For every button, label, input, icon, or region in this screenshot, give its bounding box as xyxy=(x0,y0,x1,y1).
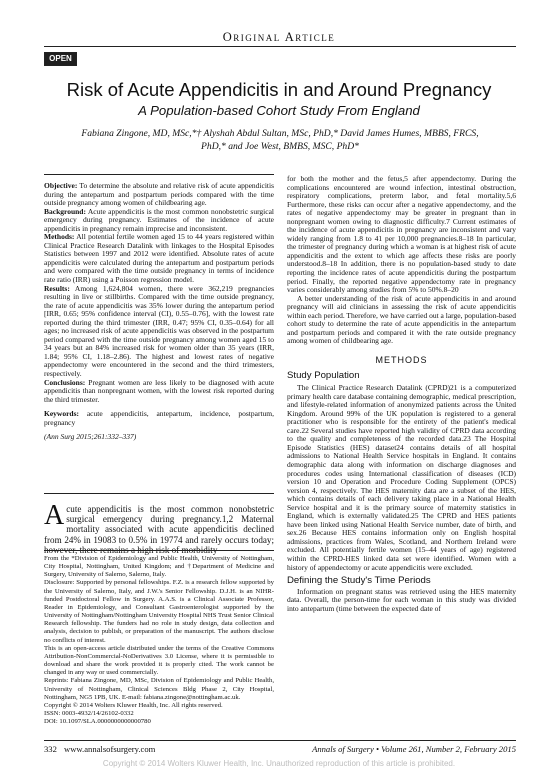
objective-text: To determine the absolute and relative risk of acute appendicitis during the antepartum and postpartum periods compared with the time outside pregnancy among women of childbearing age. xyxy=(44,181,274,208)
abstract-bottom-rule xyxy=(44,493,274,494)
abstract-top-rule xyxy=(44,174,274,175)
copyright-notice: Copyright © 2014 Wolters Kluwer Health, Inc. Unauthorized reproduction of this article is prohibited. xyxy=(102,759,456,768)
doi: DOI: 10.1097/SLA.0000000000000780 xyxy=(44,718,151,726)
disclosure: Disclosure: Supported by personal fellowships. F.Z. is a research fellow supported by the University of Salerno, Italy, and J.W.'s Senior Fellowship. D.J.H. is an NIHR-funded Postdoctoral Fellow in Surgery. A.A.S. is a Clinical Associate Professor, Reader in Epidemiology, and Consultant Gastroenterologist supported by the University of Nottingham/Nottingham University Hospital NHS Trust Senior Clinical Research fellowship. The funders had no role in study design, data collection and analysis, decision to publish, or preparation of the manuscript. The authors disclose no conflicts of interest. xyxy=(44,579,274,644)
study-population-heading: Study Population xyxy=(287,370,360,382)
results-label: Results: xyxy=(44,283,70,293)
keywords-text: acute appendicitis, antepartum, incidence, postpartum, pregnancy xyxy=(44,409,274,427)
citation: (Ann Surg 2015;261:332–337) xyxy=(44,432,137,442)
methods-text: All potential fertile women aged 15 to 44 years registered within Clinical Practice Research Datalink with linkages to the Hospital Episodes Statistics between 1997 and 2012 were identified. Absolute rates of acute appendicitis were calculated during the antepartum and postpartum periods and were compared with the time outside pregnancy in terms of incidence rate ratio (IRR) using a Poisson regression model. xyxy=(44,232,274,285)
author-list: Fabiana Zingone, MD, MSc,*† Alyshah Abdul Sultan, MSc, PhD,* David James Humes, MBBS, FRCS, PhD,* and Joe West, BMBS, MSC, PhD* xyxy=(81,128,479,152)
issn: ISSN: 0003-4932/14/26102-0332 xyxy=(44,709,134,717)
page-number: 332 xyxy=(44,744,57,754)
conclusions-text: Pregnant women are less likely to be diagnosed with acute appendicitis than nonpregnant women, with the lowest risk reported during the third trimester. xyxy=(44,377,275,404)
journal-website: www.annalsofsurgery.com xyxy=(64,744,156,754)
conclusions-label: Conclusions: xyxy=(44,377,86,387)
background-label: Background: xyxy=(44,206,86,216)
footnotes xyxy=(44,555,274,726)
journal-issue: Annals of Surgery • Volume 261, Number 2, February 2015 xyxy=(312,744,516,754)
footnote-rule xyxy=(44,550,274,551)
right-paragraph-4: Information on pregnant status was retrieved using the HES maternity data. Overall, the person-time for each woman in this study was divided into antepartum (time between the expected date of xyxy=(287,586,516,613)
open-access-badge: OPEN xyxy=(44,52,77,66)
results-text: Among 1,624,804 women, there were 362,219 pregnancies resulting in live or stillbirths. Compared with the time outside pregnancy, the rate of acute appendicitis was 35% lower during the antepartum period [IRR, 0.65; 95% confidence interval (CI), 0.55–0.76], with the lowest rate reported during the third trimester (IRR, 0.47; 95% CI, 0.35–0.64) for all ages; no increased risk of acute appendicitis was observed in the postpartum period compared with the time outside pregnancy among women aged 15 to 34 years but an 84% increased risk for women older than 35 years (IRR, 1.84; 95% CI, 1.18–2.86). The highest and lowest rates of negative appendectomy were encountered in the second and the third trimesters, respectively. xyxy=(44,283,274,379)
copyright-line: Copyright © 2014 Wolters Kluwer Health, Inc. All rights reserved. xyxy=(44,701,223,709)
open-access-statement: This is an open-access article distributed under the terms of the Creative Commons Attribution-NonCommercial-NoDerivatives 3.0 License, where it is permissible to download and share the work provided it is properly cited. The work cannot be changed in any way or used commercially. xyxy=(44,644,274,677)
time-periods-heading: Defining the Study's Time Periods xyxy=(287,575,431,587)
introduction-text: cute appendicitis is the most common nonobstetric surgical emergency during pregnancy.1,2 Maternal mortality associated with acute appendicitis declined from 24% in 19083 to 0.5% in 19774 and rarely occurs today; however, there remains a high risk of morbidity xyxy=(44,504,274,555)
affiliations: From the *Division of Epidemiology and Public Health, University of Nottingham, City Hospital, Nottingham, United Kingdom; and †Department of Medicine and Surgery, University of Salerno, Salerno, Italy. xyxy=(44,555,274,579)
right-paragraph-3: The Clinical Practice Research Datalink (CPRD)21 is a computerized primary health care database containing demographic, medical prescription, and lifestyle-related information of anonymized patients across the United Kingdom. Around 99% of the UK population is registered to a general practitioner who is responsible for the entirety of the patient's medical care.22 Several studies have reported high validity of CPRD data according to the quality and completeness of the recorded data.23 The Hospital Episode Statistics (HES) dataset24 contains details of all hospital admissions to National Health Service hospitals in England. It contains demographic data along with information on discharge diagnoses and procedures codes using International classification of diseases (ICD) version 10 and Operation and Procedure Coding Supplement (OPCS) version 4, respectively. The HES maternity data are a subset of the HES, which contains details of each delivery taking place in a National Health Service hospital and it is the primary source of maternity statistics in England, which is externally validated.25 The CPRD and HES patients have been linked using National Health Service number, date of birth, and sex.26 Because HES contains information only on English hospital admissions, practices from Wales, Scotland, and Northern Ireland were excluded. All potentially fertile women (15–44 years of age) registered within the CPRD-HES linked data set were identified. Women with a history of appendectomy or acute appendicitis were excluded. xyxy=(287,383,516,572)
keywords-label: Keywords: xyxy=(44,409,79,419)
right-paragraph-1: for both the mother and the fetus,5 after appendectomy. During the complications encountered are wound infection, intestinal obstruction, respiratory complications, preterm labor, and fetal mortality.5,6 Furthermore, these risks can occur after a negative appendectomy, and the rates of negative appendectomy may be greater in pregnant than in nonpregnant women owing to diagnostic difficulty.7 Current estimates of the incidence of acute appendicitis in pregnancy are inconsistent and vary widely ranging from 1.8 to 41 per 10,000 pregnancies.8–18 In particular, the trimester of pregnancy during which a woman is at highest risk of acute appendicitis and the extent to which age affects these risks are poorly understood.8–18 In addition, there is no population-based study to date reporting the incidence rates of acute appendicitis during the postpartum period. Finally, the reported negative appendectomy rate in pregnancy varies considerably among studies from 5% to 50%.8–20 xyxy=(287,174,516,295)
section-label: Original Article xyxy=(222,30,336,44)
article-subtitle: A Population-based Cohort Study From England xyxy=(138,103,420,118)
article-title: Risk of Acute Appendicitis in and Around Pregnancy xyxy=(66,79,492,100)
right-column xyxy=(287,175,516,613)
footer-rule xyxy=(44,740,516,741)
methods-label: Methods: xyxy=(44,232,75,242)
reprints: Reprints: Fabiana Zingone, MD, MSc, Division of Epidemiology and Public Health, University of Nottingham, Clinical Sciences Bldg Phase 2, City Hospital, Nottingham, NG5 1PB, UK. E-mail: fabiana.zingone@nottingham.ac.uk. xyxy=(44,677,274,701)
background-text: Acute appendicitis is the most common nonobstetric surgical emergency during pregnancy. Estimates of the incidence of acute appendicitis in pregnancy remain imprecise and inconsistent. xyxy=(44,206,275,233)
right-paragraph-2: A better understanding of the risk of acute appendicitis in and around pregnancy will aid clinicians in assessing the risk of acute appendicitis within each period. Therefore, we have carried out a large, population-based cohort study to determine the rate of acute appendicitis in the antepartum and postpartum periods and compared it with the rate outside pregnancy among women of childbearing age. xyxy=(287,293,517,346)
header-rule xyxy=(44,46,516,47)
abstract xyxy=(44,182,274,442)
objective-label: Objective: xyxy=(44,181,78,190)
introduction-paragraph xyxy=(44,500,274,555)
methods-heading: METHODS xyxy=(375,354,428,365)
drop-cap: A xyxy=(44,500,65,531)
